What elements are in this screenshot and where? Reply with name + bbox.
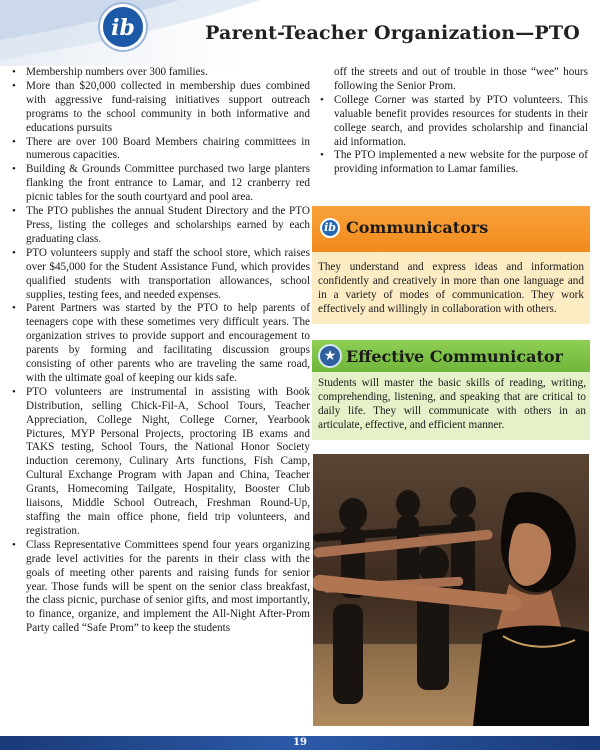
list-item: • There are over 100 Board Members chairing committees in numerous capacities. [8,136,310,164]
list-item: • The PTO implemented a new website for the purpose of providing information to Lamar families. [316,149,588,177]
list-item: • Membership numbers over 300 families. [8,66,310,80]
page-title: Parent-Teacher Organization—PTO [205,22,580,44]
communicators-header [312,206,590,252]
list-item: • Class Representative Committees spend four years organizing grade level activities for the parents in their class with the goals of meeting other parents and raising funds for senior year. Those funds will be spent on the senior class breakfast, the class picnic, purchase of senior gifts, and most importantly, to finance, organize, and implement the All-Night After-Prom Party called “Safe Prom” to keep the students [8,539,310,636]
communicators-title: Communicators [346,218,489,237]
ib-logo-text: ib [111,15,135,41]
effective-communicator-header [312,340,590,372]
ib-world-school-logo [100,4,146,50]
communicators-text: They understand and express ideas and information confidently and creatively in more than one language and in a variety of modes of communication. They work effectively and willingly in collaboration with others. [318,261,584,315]
list-item: • PTO volunteers supply and staff the school store, which raises over $45,000 for the Student Assistance Fund, which provides qualified students with transportation allowances, school supplies, testing fees, and needed expenses. [8,247,310,303]
page-number: 19 [293,737,307,748]
effective-communicator-text: Students will master the basic skills of reading, writing, comprehending, listening, and speaking that are critical to daily life. They will communicate with others in an articulate, effective, and efficient manner. [318,377,586,431]
list-item: • The PTO publishes the annual Student Directory and the PTO Press, listing the colleges and scholarships earned by each graduating class. [8,205,310,247]
ib-icon: ib [320,218,340,238]
left-column [8,66,310,734]
list-item: • PTO volunteers are instrumental in assisting with Book Distribution, selling Chick-Fil-A, School Tours, Teacher Appreciation, College Night, College Corner, Yearbook Pictures, MYP Personal Projects, proctoring IB exams and TAKS testing, School Tours, the National Honor Society induction ceremony, Culinary Arts functions, Fish Camp, Cultural Exchange Program with Japan and China, Teacher Grants, Homecoming Tailgate, Hospitality, Booster Club liaisons, Middle School Outreach, Freshman Round-Up, staffing the main office phone, field trip volunteers, and registration. [8,386,310,539]
effective-communicator-box [312,340,590,440]
effective-communicator-title: Effective Communicator [346,347,563,366]
list-item: • Parent Partners was started by the PTO to help parents of teenagers cope with these sometimes very difficult years. The organization strives to provide support and encouragement to parents by forming and facilitating discussion groups consisting of other parents who are traveling the same road, with the ultimate goal of keeping our kids safe. [8,302,310,385]
photo-illustration [313,454,589,726]
pto-facts-list [8,66,310,636]
pto-facts-list-continued [316,94,588,177]
list-item: • Building & Grounds Committee purchased two large planters flanking the front entrance to Lamar, and 12 cranberry red picnic tables for the south courtyard and pool area. [8,163,310,205]
star-seal-icon: ★ [318,344,342,368]
list-item: • College Corner was started by PTO volunteers. This valuable benefit provides resources for students in their college search, and provides scholarship and financial aid information. [316,94,588,150]
communicators-box [312,206,590,324]
dance-class-photo [313,454,589,726]
page-header [0,0,600,66]
continued-paragraph: off the streets and out of trouble in those “wee” hours following the Senior Prom. [334,66,588,92]
list-item: • More than $20,000 collected in membership dues combined with aggressive fund-raising initiatives support outreach programs to the school community in both informative and educations pursuits [8,80,310,136]
right-column-text [316,66,588,177]
